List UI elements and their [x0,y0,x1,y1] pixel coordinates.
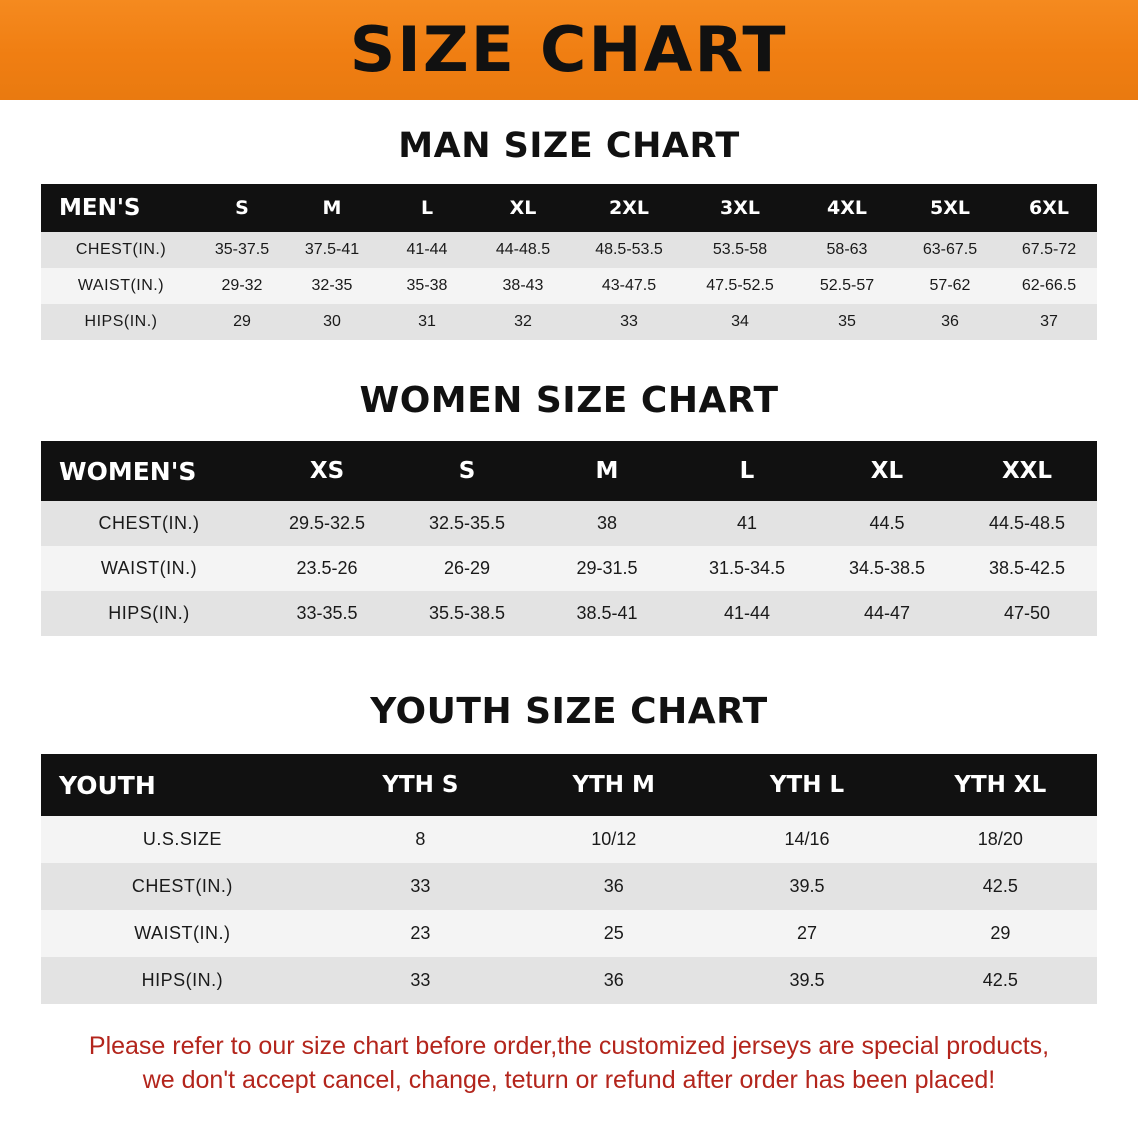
youth-cell: 23 [410,923,431,943]
man-cell: 58-63 [826,241,868,258]
table-row [41,501,1097,546]
youth-header-cell: YTH L [769,772,845,798]
youth-cell: 42.5 [982,876,1018,896]
table-row [41,268,1097,304]
youth-cell: 36 [603,970,624,990]
policy-note [38,1030,1100,1098]
man-row-label: HIPS(IN.) [84,313,158,330]
man-cell: 57-62 [929,277,971,294]
youth-cell: 39.5 [789,876,825,896]
women-header-cell: XS [309,458,345,484]
man-cell: 52.5-57 [819,277,875,294]
women-cell: 41 [736,513,758,533]
youth-row-label: HIPS(IN.) [141,970,224,990]
youth-cell: 42.5 [982,970,1018,990]
youth-cell: 25 [603,923,624,943]
man-cell: 32 [514,313,532,330]
women-row-label: CHEST(IN.) [98,513,200,533]
women-cell: 29.5-32.5 [288,513,366,533]
man-cell: 62-66.5 [1021,277,1077,294]
women-header-cell: M [595,458,619,484]
man-header-cell: M [322,197,342,219]
man-table-wrap [41,184,1097,340]
man-cell: 37.5-41 [304,241,360,258]
youth-cell: 14/16 [784,829,830,849]
women-size-table [41,441,1097,636]
women-header-cell: L [739,458,755,484]
table-row [41,546,1097,591]
man-header-cell: XL [509,197,537,219]
women-cell: 26-29 [443,558,491,578]
women-cell: 31.5-34.5 [708,558,786,578]
youth-section-heading: YOUTH SIZE CHART [370,691,768,732]
women-cell: 32.5-35.5 [428,513,506,533]
man-cell: 35-38 [406,277,448,294]
man-cell: 29-32 [221,277,263,294]
youth-cell: 29 [990,923,1011,943]
man-header-cell: 5XL [930,197,970,219]
man-header-cell: L [420,197,434,219]
man-cell: 31 [418,313,436,330]
youth-cell: 33 [410,970,431,990]
table-row [41,910,1097,957]
youth-table-header-row [41,754,1097,816]
table-row [41,304,1097,340]
women-cell: 29-31.5 [576,558,638,578]
youth-cell: 10/12 [591,829,637,849]
banner [0,0,1138,100]
youth-row-label: U.S.SIZE [142,829,222,849]
youth-cell: 8 [415,829,426,849]
man-header-cell: 6XL [1029,197,1069,219]
man-header-cell: 3XL [720,197,760,219]
women-cell: 44-47 [863,603,911,623]
women-table-wrap [41,441,1097,636]
women-section-heading: WOMEN SIZE CHART [359,380,779,421]
man-cell: 47.5-52.5 [706,277,774,294]
man-cell: 48.5-53.5 [595,241,663,258]
women-cell: 33-35.5 [296,603,358,623]
women-cell: 44.5-48.5 [988,513,1066,533]
youth-header-cell: YTH M [572,772,655,798]
man-cell: 35 [838,313,856,330]
policy-note-line-2: we don't accept cancel, change, teturn or refund after order has been placed! [142,1065,996,1094]
women-cell: 38.5-41 [576,603,638,623]
banner-title: SIZE CHART [350,13,788,86]
man-size-table [41,184,1097,340]
youth-size-table [41,754,1097,1004]
table-row [41,957,1097,1004]
table-row [41,816,1097,863]
man-cell: 33 [620,313,638,330]
youth-cell: 18/20 [977,829,1023,849]
youth-cell: 39.5 [789,970,825,990]
man-row-label: WAIST(IN.) [77,277,165,294]
youth-header-cell: YOUTH [59,770,156,800]
women-header-cell: WOMEN'S [59,456,197,486]
man-cell: 34 [731,313,749,330]
man-row-label: CHEST(IN.) [75,241,167,258]
man-cell: 38-43 [502,277,544,294]
policy-note-line-1: Please refer to our size chart before order,the customized jerseys are special products, [88,1032,1050,1060]
man-cell: 41-44 [406,241,448,258]
women-cell: 38.5-42.5 [988,558,1066,578]
man-cell: 44-48.5 [495,241,551,258]
women-cell: 23.5-26 [296,558,358,578]
youth-table-wrap [41,754,1097,1004]
man-cell: 67.5-72 [1021,241,1077,258]
table-row [41,863,1097,910]
man-header-cell: S [235,197,249,219]
women-cell: 44.5 [869,513,905,533]
man-cell: 32-35 [311,277,353,294]
women-row-label: WAIST(IN.) [100,558,198,578]
man-section-heading: MAN SIZE CHART [398,126,740,166]
youth-cell: 27 [796,923,818,943]
man-cell: 36 [941,313,959,330]
women-table-header-row [41,441,1097,501]
table-row [41,232,1097,268]
man-cell: 43-47.5 [601,277,657,294]
man-header-cell: 4XL [827,197,867,219]
women-header-cell: S [458,458,476,484]
man-header-cell: 2XL [609,197,649,219]
man-table-header-row [41,184,1097,232]
man-cell: 30 [323,313,341,330]
women-cell: 34.5-38.5 [848,558,926,578]
youth-cell: 33 [410,876,431,896]
youth-row-label: CHEST(IN.) [131,876,233,896]
women-header-cell: XL [870,458,904,484]
youth-header-cell: YTH XL [954,772,1047,798]
youth-header-cell: YTH S [382,772,459,798]
women-cell: 41-44 [723,603,771,623]
man-cell: 37 [1040,313,1058,330]
youth-cell: 36 [603,876,624,896]
man-cell: 35-37.5 [214,241,270,258]
women-cell: 38 [596,513,618,533]
women-cell: 35.5-38.5 [428,603,506,623]
table-row [41,591,1097,636]
man-cell: 29 [233,313,251,330]
man-cell: 63-67.5 [922,241,978,258]
women-cell: 47-50 [1003,603,1051,623]
man-cell: 53.5-58 [712,241,768,258]
women-row-label: HIPS(IN.) [108,603,190,623]
women-header-cell: XXL [1001,458,1053,484]
man-header-cell: MEN'S [59,195,141,221]
youth-row-label: WAIST(IN.) [134,923,231,943]
